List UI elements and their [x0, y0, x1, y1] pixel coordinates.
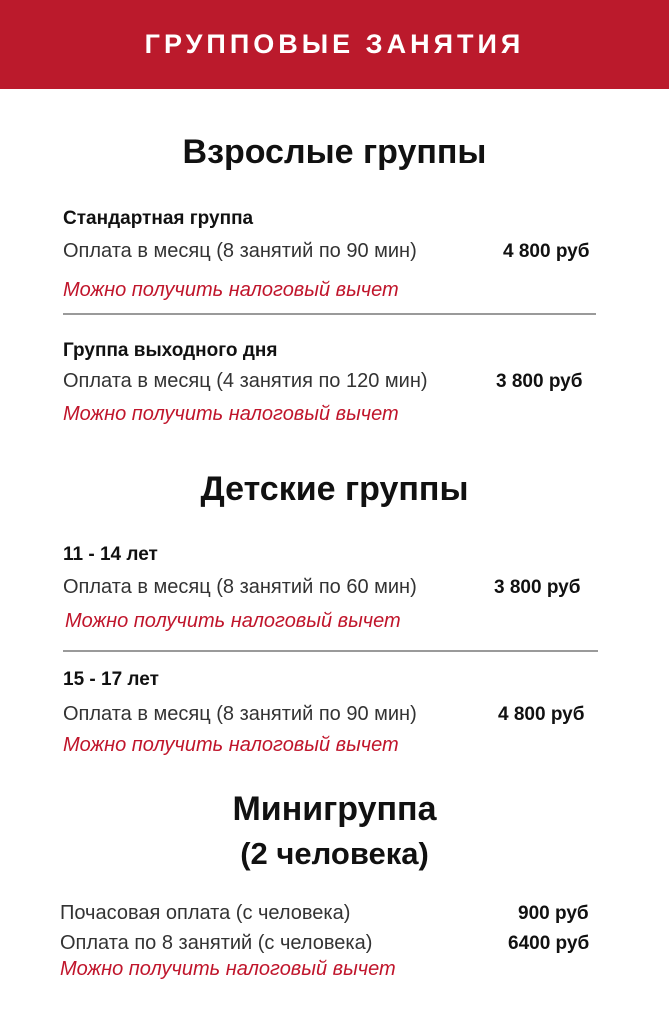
- kids-11-14-title: 11 - 14 лет: [63, 544, 158, 565]
- adult-weekend-title: Группа выходного дня: [63, 340, 278, 361]
- divider: [63, 313, 596, 315]
- adult-section-title: Взрослые группы: [182, 133, 487, 171]
- adult-weekend-note: Можно получить налоговый вычет: [63, 403, 399, 425]
- kids-section-title: Детские группы: [200, 470, 469, 508]
- kids-11-14-price: 3 800 руб: [494, 577, 581, 598]
- kids-15-17-title: 15 - 17 лет: [63, 669, 159, 690]
- header-banner: [0, 0, 669, 89]
- adult-weekend-price: 3 800 руб: [496, 371, 583, 392]
- kids-11-14-note: Можно получить налоговый вычет: [65, 610, 401, 632]
- mini-package-price: 6400 руб: [508, 933, 590, 954]
- divider: [63, 650, 598, 652]
- kids-15-17-line: Оплата в месяц (8 занятий по 90 мин): [63, 703, 417, 725]
- kids-11-14-line: Оплата в месяц (8 занятий по 60 мин): [63, 576, 417, 598]
- adult-standard-price: 4 800 руб: [503, 241, 590, 262]
- mini-hourly-price: 900 руб: [518, 903, 589, 924]
- adult-standard-note: Можно получить налоговый вычет: [63, 279, 399, 301]
- mini-section-subtitle: (2 человека): [240, 836, 429, 871]
- adult-standard-line: Оплата в месяц (8 занятий по 90 мин): [63, 240, 417, 262]
- mini-hourly-line: Почасовая оплата (с человека): [60, 902, 351, 924]
- mini-package-line: Оплата по 8 занятий (с человека): [60, 932, 373, 954]
- kids-15-17-price: 4 800 руб: [498, 704, 585, 725]
- adult-weekend-line: Оплата в месяц (4 занятия по 120 мин): [63, 370, 428, 392]
- mini-section-title: Минигруппа: [232, 790, 437, 828]
- mini-note: Можно получить налоговый вычет: [60, 958, 396, 980]
- kids-15-17-note: Можно получить налоговый вычет: [63, 734, 399, 756]
- page-title: ГРУППОВЫЕ ЗАНЯТИЯ: [144, 29, 525, 59]
- adult-standard-title: Стандартная группа: [63, 208, 254, 229]
